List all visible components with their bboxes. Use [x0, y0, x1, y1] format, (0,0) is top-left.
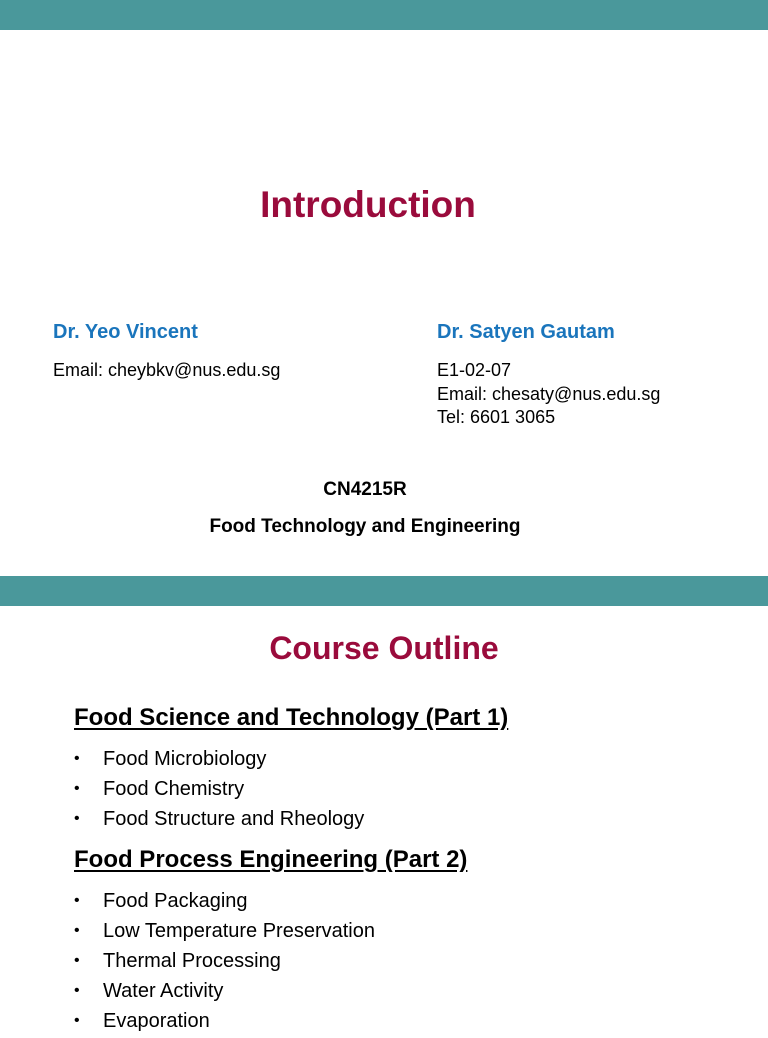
section-heading: Food Science and Technology (Part 1)	[74, 704, 509, 731]
slide-title: Introduction	[260, 184, 476, 225]
contact-email: Email: cheybkv@nus.edu.sg	[53, 360, 281, 380]
bullet-icon: •	[74, 922, 80, 939]
slide-title: Course Outline	[269, 630, 499, 666]
list-item-label: Water Activity	[103, 980, 224, 1002]
list-item-label: Low Temperature Preservation	[103, 920, 375, 942]
bullet-icon: •	[74, 780, 80, 797]
presenter-contact	[53, 359, 280, 383]
section-heading: Food Process Engineering (Part 2)	[74, 846, 468, 873]
slide-header-band	[0, 576, 768, 606]
course-name: Food Technology and Engineering	[209, 516, 521, 537]
list-item-label: Food Packaging	[103, 890, 248, 912]
list-item-label: Thermal Processing	[103, 950, 281, 972]
list-item-label: Food Structure and Rheology	[103, 808, 365, 830]
contact-email: Email: chesaty@nus.edu.sg	[437, 383, 661, 404]
bullet-icon: •	[74, 1012, 80, 1029]
bullet-icon: •	[74, 952, 80, 969]
contact-office: E1-02-07	[437, 360, 512, 380]
slide-header-band	[0, 0, 768, 30]
list-item-label: Food Chemistry	[103, 778, 245, 800]
presenter-name: Dr. Yeo Vincent	[53, 321, 198, 343]
presenter-contact	[437, 359, 660, 430]
bullet-icon: •	[74, 892, 80, 909]
bullet-icon: •	[74, 810, 80, 827]
course-code: CN4215R	[323, 479, 407, 500]
bullet-icon: •	[74, 750, 80, 767]
bullet-icon: •	[74, 982, 80, 999]
list-item-label: Food Microbiology	[103, 748, 267, 770]
list-item-label: Evaporation	[103, 1010, 210, 1032]
presenter-name: Dr. Satyen Gautam	[437, 321, 615, 343]
contact-phone: Tel: 6601 3065	[437, 407, 556, 427]
